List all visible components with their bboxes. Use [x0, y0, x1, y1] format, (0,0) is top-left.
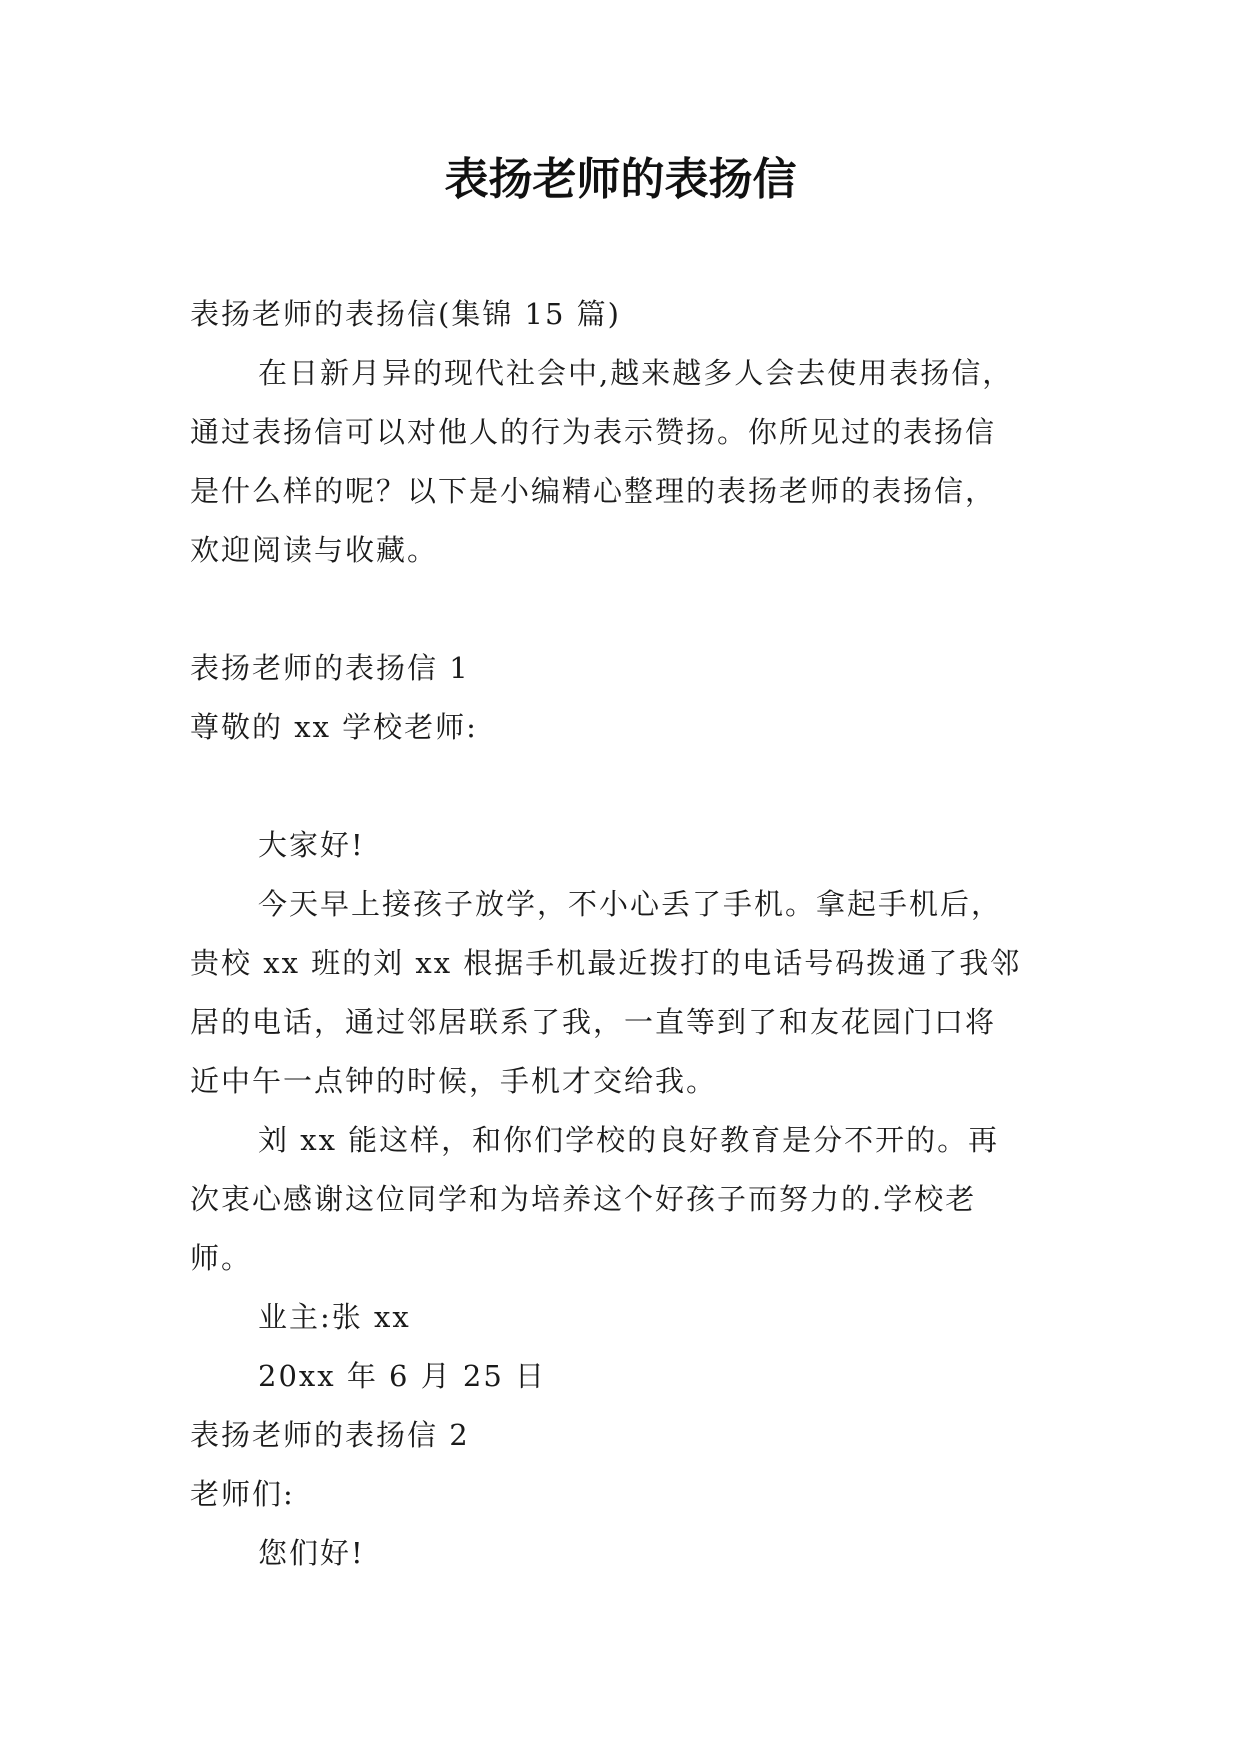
letter1-paragraph-line: 近中午一点钟的时候，手机才交给我。	[190, 1064, 718, 1098]
letter2-greeting: 您们好!	[258, 1536, 365, 1570]
letter1-greeting: 大家好!	[258, 828, 365, 862]
letter1-paragraph-line: 贵校 xx 班的刘 xx 根据手机最近拨打的电话号码拨通了我邻	[190, 946, 1022, 980]
letter1-paragraph-line: 师。	[190, 1241, 253, 1275]
letter1-signature: 业主:张 xx	[258, 1300, 411, 1334]
document-subtitle: 表扬老师的表扬信(集锦 15 篇)	[190, 297, 621, 331]
spacer	[190, 580, 1070, 639]
intro-line: 通过表扬信可以对他人的行为表示赞扬。你所见过的表扬信	[190, 415, 997, 449]
letter1-salutation: 尊敬的 xx 学校老师:	[190, 710, 478, 744]
letter2-heading: 表扬老师的表扬信 2	[190, 1418, 470, 1452]
letter1-paragraph-line: 刘 xx 能这样，和你们学校的良好教育是分不开的。再	[258, 1123, 1000, 1157]
intro-line: 是什么样的呢？以下是小编精心整理的表扬老师的表扬信，	[190, 474, 997, 508]
letter1-paragraph-line: 今天早上接孩子放学，不小心丢了手机。拿起手机后，	[258, 887, 1003, 921]
document-body	[190, 285, 1070, 1583]
letter1-date: 20xx 年 6 月 25 日	[258, 1359, 547, 1393]
page-title: 表扬老师的表扬信	[444, 154, 797, 205]
letter1-paragraph-line: 居的电话，通过邻居联系了我，一直等到了和友花园门口将	[190, 1005, 997, 1039]
letter2-salutation: 老师们:	[190, 1477, 295, 1511]
letter1-paragraph-line: 次衷心感谢这位同学和为培养这个好孩子而努力的.学校老	[190, 1182, 977, 1216]
intro-line: 在日新月异的现代社会中,越来越多人会去使用表扬信，	[258, 356, 1014, 390]
spacer	[190, 757, 1070, 816]
intro-line: 欢迎阅读与收藏。	[190, 533, 439, 567]
letter1-heading: 表扬老师的表扬信 1	[190, 651, 470, 685]
